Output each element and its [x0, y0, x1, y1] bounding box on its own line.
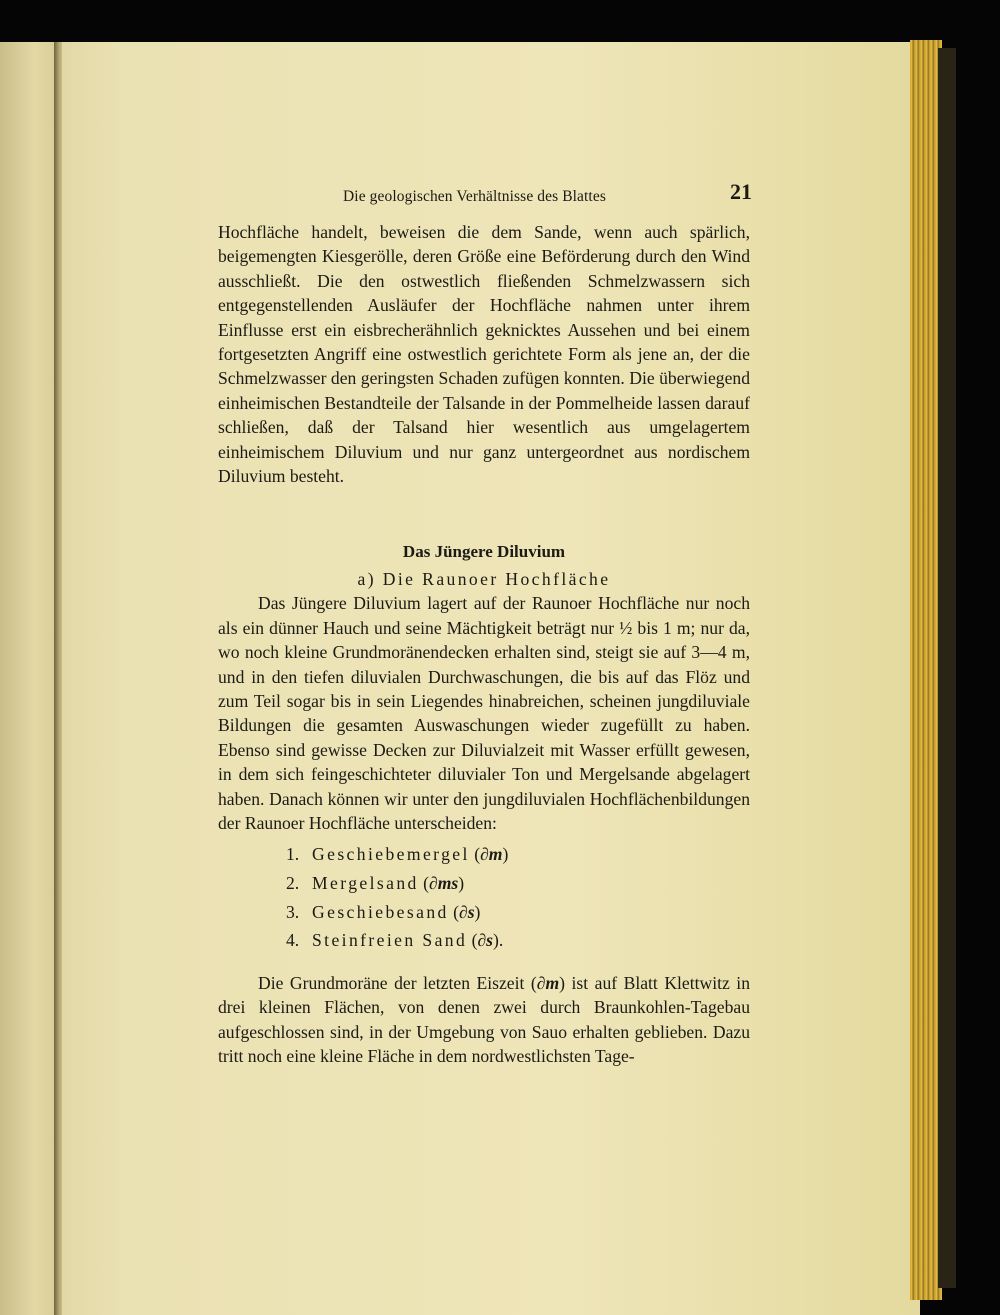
list-item: 4. Steinfreien Sand ( ∂s ).: [286, 926, 750, 955]
list-item-label: Mergelsand: [312, 872, 419, 893]
list-item-label: Geschiebesand: [312, 901, 449, 922]
paragraph-3-start: Die Grundmoräne der letzten Eiszeit (: [258, 972, 537, 993]
deposit-list: [218, 840, 750, 954]
list-item-close: ): [474, 901, 481, 922]
paragraph-3-symbol: ∂m: [536, 972, 560, 993]
list-item-number: 3.: [286, 901, 300, 922]
page-text-block: [218, 180, 750, 1068]
list-item-number: 2.: [286, 872, 300, 893]
list-item: 1. Geschiebemergel ( ∂m ): [286, 840, 750, 869]
list-item-label: Geschiebemergel: [312, 844, 470, 865]
list-item-close: ).: [493, 930, 504, 951]
book-cover-edge: [938, 48, 956, 1288]
list-item-symbol: ∂s: [477, 930, 493, 951]
list-item-close: ): [458, 872, 465, 893]
list-item-symbol: ∂s: [459, 901, 475, 922]
list-item-close: ): [502, 844, 509, 865]
page-number: 21: [730, 179, 752, 204]
list-item-number: 4.: [286, 930, 300, 951]
left-page-edge: [0, 42, 58, 1315]
paragraph-3: [218, 971, 750, 1069]
running-head: [218, 180, 750, 210]
subsection-title: a) Die Raunoer Hochfläche: [357, 568, 611, 589]
section-title: Das Jüngere Diluvium: [402, 542, 566, 562]
list-item-label: Steinfreien Sand: [312, 930, 468, 951]
paragraph-1: Hochfläche handelt, beweisen die dem Sande, wenn auch spärlich, beigemengten Kiesgerölle, deren Größe eine Beförderung durch den Wind ausschließt. Die den ostwestlich fließenden Schmelzwassern sich entgegenstellenden Ausläufer der Hochfläche nahmen unter ihrem Einflusse erst ein eisbrecherähnlich geknicktes Aussehen und bei einem fortgesetzten Angriff eine ostwestlich gerichtete Form als jene an, der die Schmelzwasser den geringsten Schaden zufügen konnten. Die überwiegend einheimischen Bestandteile der Talsande in der Pommelheide lassen darauf schließen, daß der Talsand hier wesentlich aus umgelagertem einheimischem Diluvium und nur ganz untergeordnet aus nordischem Diluvium besteht.: [218, 222, 750, 487]
list-item-symbol: ∂ms: [429, 872, 459, 893]
paragraph-2: Das Jüngere Diluvium lagert auf der Raunoer Hochfläche nur noch als ein dünner Hauch und seine Mächtigkeit beträgt nur ½ bis 1 m; nur da, wo noch kleine Grundmoränendecken erhalten sind, steigt sie auf 3—4 m, und in den tiefen diluvialen Durchwaschungen, die bis auf das Flöz und zum Teil sogar bis in sein Liegendes hinabreichen, scheinen jungdiluviale Bildungen die gesamten Auswaschungen wieder zugefüllt zu haben. Ebenso sind gewisse Decken zur Diluvialzeit mit Wasser erfüllt gewesen, in dem sich feingeschichteter diluvialer Ton und Mergelsande abgelagert haben. Danach können wir unter den jungdiluvialen Hochflächenbildungen der Raunoer Hochfläche unterscheiden:: [218, 593, 750, 833]
running-title: Die geologischen Verhältnisse des Blattes: [343, 188, 606, 205]
list-item: 3. Geschiebesand ( ∂s ): [286, 898, 750, 927]
paragraph-3-rest: ) ist auf Blatt Klettwitz in drei kleinen Flächen, von denen zwei durch Braunkohlen-Tagebau aufgeschlossen sind, in der Umgebung von Sauo erhalten geblieben. Dazu tritt noch eine kleine Fläche in dem nordwestlichsten Tage-: [218, 972, 750, 1066]
list-item-symbol: ∂m: [480, 844, 503, 865]
list-item-number: 1.: [286, 844, 300, 865]
list-item: 2. Mergelsand ( ∂ms ): [286, 869, 750, 898]
